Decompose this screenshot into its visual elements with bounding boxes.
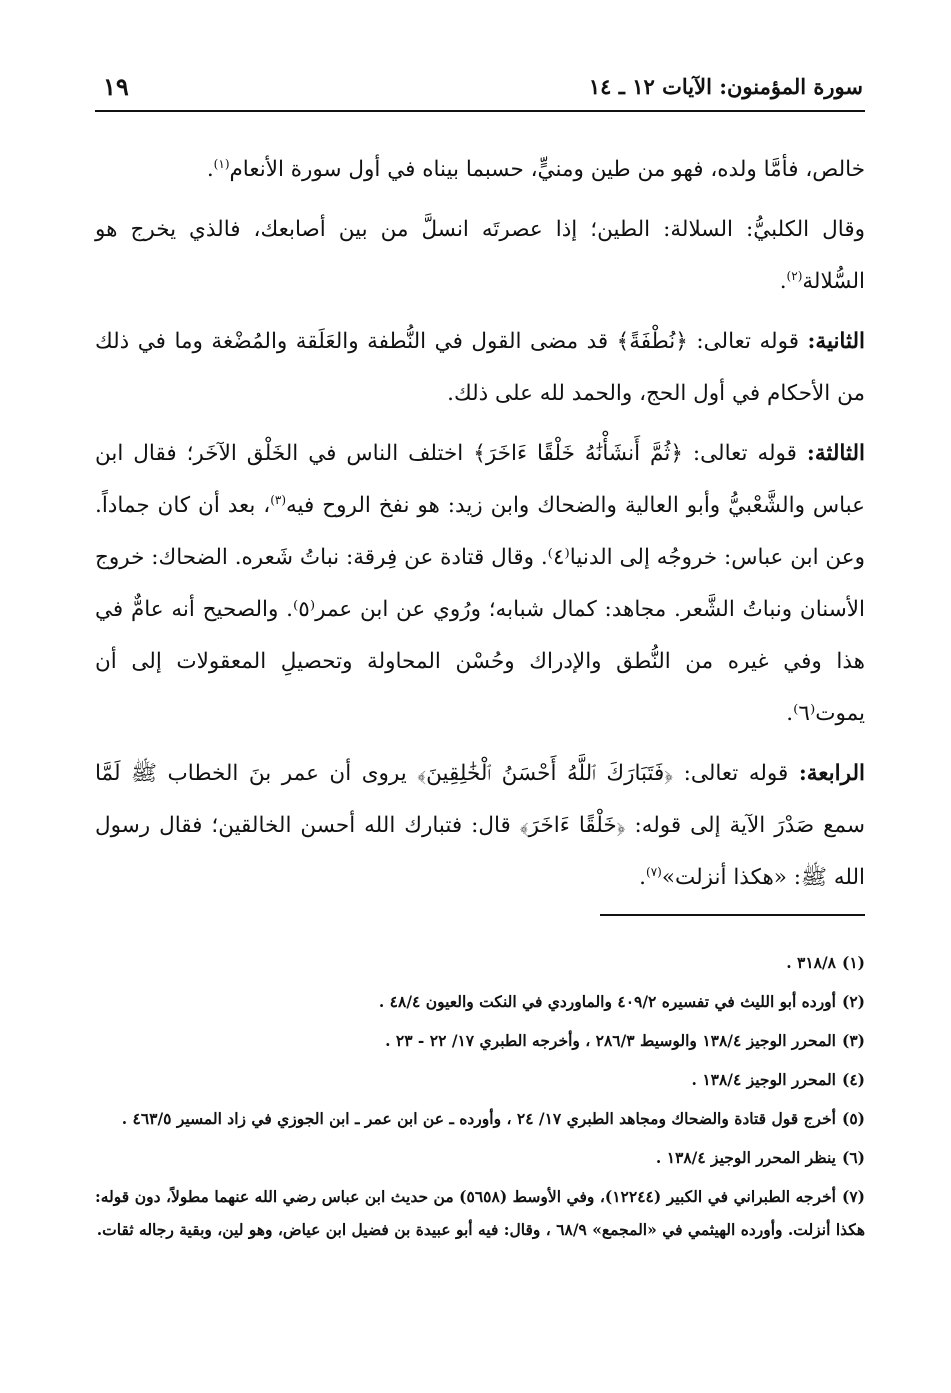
paragraph-3 [95, 316, 865, 420]
running-title: سورة المؤمنون: الآيات ١٢ ـ ١٤ [588, 74, 863, 99]
paragraph-1 [95, 144, 865, 196]
footnote-number: (٦) [841, 1148, 865, 1167]
paragraph-text: وقال الكلبيُّ: السلالة: الطين؛ إذا عصرتَه انسلَّ من بين أصابعك، فالذي يخرج هو السُّلالة [95, 217, 865, 294]
paragraph-text: قوله تعالى: ﴿ثُمَّ أَنشَأْنَٰهُ خَلْقًا ءَاخَرَ﴾ اختلف الناس في الخَلْق الآخَر؛ فقال ابن عباس والشَّعْبيُّ وأبو العالية والضحاك وابن زيد: هو نفخ الروح فيه [95, 441, 865, 518]
footnote-ref: (٢) [786, 268, 803, 283]
footnote-number: (١) [841, 953, 865, 972]
footnote-7 [95, 1180, 865, 1246]
paragraph-tail: . [639, 865, 647, 890]
footnote-text: ٣١٨/٨ . [786, 953, 836, 972]
paragraph-tail: ، بعد أن كان جماداً. وعن ابن عباس: خروجُه إلى الدنيا⁽٤⁾. وقال قتادة عن فِرقة: نباتُ شَعره. الضحاك: خروج الأسنان ونباتُ الشَّعر. مجاهد: كمال شبابه؛ ورُوي عن ابن عمر⁽٥⁾. والصحيح أنه عامٌّ في هذا وفي غيره من النُّطق والإدراك وحُسْن المحاولة وتحصيلِ المعقولات إلى أن يموت⁽٦⁾. [95, 493, 866, 726]
paragraph-5 [95, 748, 865, 904]
paragraph-2 [95, 204, 865, 308]
main-text [95, 144, 865, 1246]
section-lead: الرابعة: [798, 761, 865, 786]
footnote-4 [95, 1063, 865, 1096]
paragraph-text: قوله تعالى: ﴿نُطْفَةً﴾ قد مضى القول في النُّطفة والعَلَقة والمُضْغة وما في ذلك من الأحكام في أول الحج، والحمد لله على ذلك. [95, 329, 865, 406]
footnote-text: أخرج قول قتادة والضحاك ومجاهد الطبري ١٧/ ٢٤ ، وأورده ـ عن ابن عمر ـ ابن الجوزي في زاد المسير ٤٦٣/٥ . [121, 1109, 836, 1128]
footnote-5 [95, 1102, 865, 1135]
page-header [95, 70, 865, 112]
footnote-ref: (٣) [270, 492, 287, 507]
footnote-number: (٣) [841, 1031, 865, 1050]
footnotes [95, 946, 865, 1246]
footnote-text: ينظر المحرر الوجيز ١٣٨/٤ . [655, 1148, 836, 1167]
footnote-2 [95, 985, 865, 1018]
footnote-number: (٥) [841, 1109, 865, 1128]
footnote-number: (٢) [841, 992, 865, 1011]
page-number: ١٩ [103, 72, 129, 101]
section-lead: الثالثة: [806, 441, 865, 466]
footnote-text: المحرر الوجيز ١٣٨/٤ . [691, 1070, 836, 1089]
footnote-ref: (١) [213, 156, 230, 171]
footnote-1 [95, 946, 865, 979]
paragraph-tail: . [206, 157, 214, 182]
section-lead: الثانية: [807, 329, 865, 354]
footnote-number: (٤) [841, 1070, 865, 1089]
footnote-text: أورده أبو الليث في تفسيره ٤٠٩/٢ والماوردي في النكت والعيون ٤٨/٤ . [378, 992, 836, 1011]
footnote-6 [95, 1141, 865, 1174]
paragraph-text: خالص، فأمَّا ولده، فهو من طين ومنيٍّ، حسبما بيناه في أول سورة الأنعام [229, 157, 865, 182]
footnote-separator [600, 914, 865, 916]
book-page [95, 70, 865, 1252]
paragraph-text: قوله تعالى: ﴿فَتَبَارَكَ ٱللَّهُ أَحْسَنُ ٱلْخَٰلِقِينَ﴾ يروى أن عمر بنَ الخطاب ﷺ لَمَّا سمع صَدْرَ الآية إلى قوله: ﴿خَلْقًا ءَاخَرَ﴾ قال: فتبارك الله أحسن الخالقين؛ فقال رسول الله ﷺ: «هكذا أنزلت» [95, 761, 865, 890]
footnote-text: المحرر الوجيز ١٣٨/٤ والوسيط ٢٨٦/٣ ، وأخرجه الطبري ١٧/ ٢٢ - ٢٣ . [385, 1031, 836, 1050]
footnote-number: (٧) [841, 1187, 865, 1206]
paragraph-4 [95, 428, 865, 740]
footnote-text: أخرجه الطبراني في الكبير (١٢٢٤٤)، وفي الأوسط (٥٦٥٨) من حديث ابن عباس رضي الله عنهما مطولاً، دون قوله: هكذا أنزلت. وأورده الهيثمي في «المجمع» ٦٨/٩ ، وقال: فيه أبو عبيدة بن فضيل ابن عياض، وهو لين، وبقية رجاله ثقات. [95, 1187, 865, 1239]
footnote-ref: (٧) [646, 864, 662, 879]
paragraph-tail: . [779, 269, 787, 294]
footnote-3 [95, 1024, 865, 1057]
